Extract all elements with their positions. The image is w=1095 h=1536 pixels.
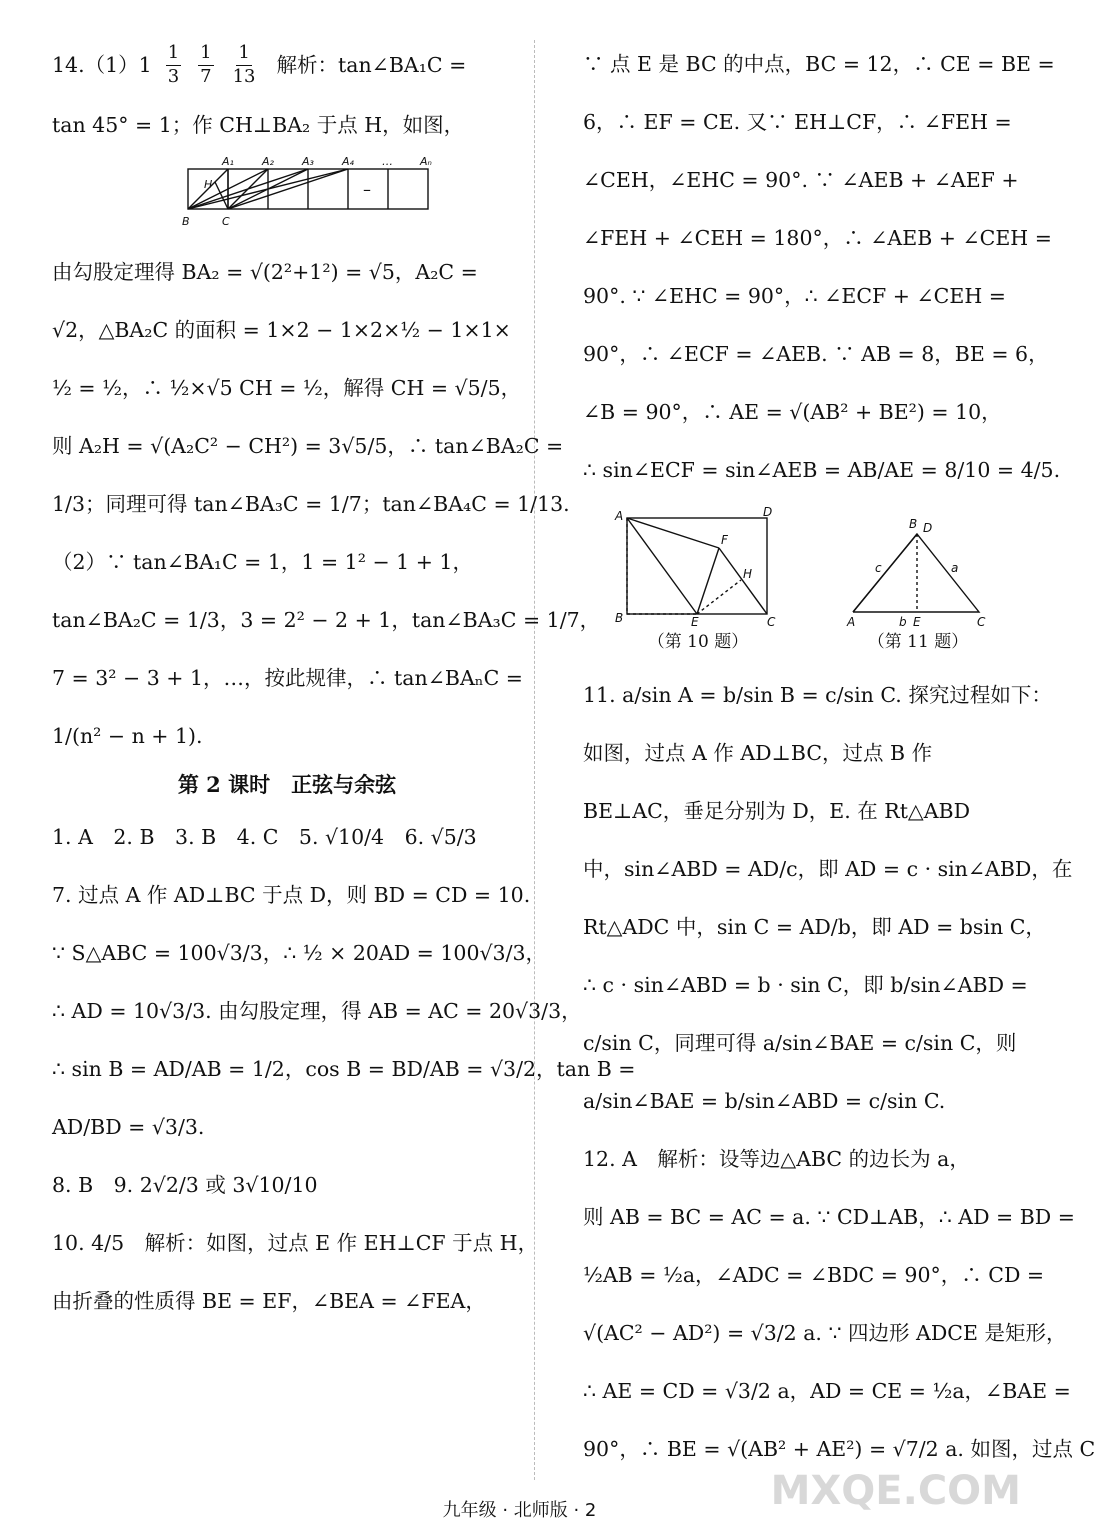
answers-8-9: 8. B 9. 2√2/3 或 3√10/10: [52, 1173, 318, 1198]
figure-10: [613, 505, 783, 652]
q10c-line-8: ∴ sin∠ECF = sin∠AEB = AB/AE = 8/10 = 4/5.: [583, 457, 1061, 482]
svg-text:B: B: [615, 611, 624, 625]
q12-line-6: 90°，∴ BE = √(AB² + AE²) = √7/2 a. 如图，过点 C: [583, 1436, 1095, 1461]
q10c-line-7: ∠B = 90°，∴ AE = √(AB² + BE²) = 10，: [583, 399, 1002, 424]
svg-text:B: B: [182, 214, 190, 228]
q10c-line-5: 90°. ∵ ∠EHC = 90°，∴ ∠ECF + ∠CEH =: [583, 283, 1006, 308]
q10c-line-3: ∠CEH，∠EHC = 90°. ∵ ∠AEB + ∠AEF +: [583, 167, 1019, 192]
svg-text:A: A: [847, 615, 856, 629]
q11-line-7: c/sin C，同理可得 a/sin∠BAE = c/sin C，则: [583, 1030, 1017, 1055]
svg-text:a: a: [951, 561, 959, 575]
q14-line-5: ½ = ½，∴ ½×√5 CH = ½，解得 CH = √5/5，: [52, 376, 522, 401]
q7-line-5: AD/BD = √3/3.: [52, 1115, 205, 1140]
grid-figure: [182, 155, 442, 229]
q7-line-4: ∴ sin B = AD/AB = 1/2，cos B = BD/AB = √3/2，tan B =: [52, 1057, 636, 1082]
svg-text:C: C: [977, 615, 986, 629]
q11-line-8: a/sin∠BAE = b/sin∠ABD = c/sin C.: [583, 1088, 946, 1113]
q10c-line-6: 90°，∴ ∠ECF = ∠AEB. ∵ AB = 8，BE = 6，: [583, 341, 1049, 366]
svg-text:c: c: [875, 561, 882, 575]
figures-row: [583, 505, 1023, 652]
q10-line-1: 10. 4/5 解析：如图，过点 E 作 EH⊥CF 于点 H，: [52, 1231, 539, 1256]
figure-10-caption: （第 10 题）: [647, 632, 749, 652]
q10c-line-2: 6，∴ EF = CE. 又∵ EH⊥CF，∴ ∠FEH =: [583, 109, 1012, 134]
page-footer: 九年级 · 北师版 · 2: [442, 1500, 597, 1521]
svg-text:B: B: [909, 517, 918, 531]
svg-text:C: C: [767, 615, 776, 629]
figure-11-caption: （第 11 题）: [867, 632, 969, 652]
q14-line-9: tan∠BA₂C = 1/3，3 = 2² − 2 + 1，tan∠BA₃C = 1/7，: [52, 608, 601, 633]
svg-text:F: F: [721, 533, 728, 547]
fraction: 1 3: [167, 42, 180, 87]
svg-text:E: E: [913, 615, 921, 629]
svg-text:E: E: [691, 615, 699, 629]
svg-text:A₄: A₄: [342, 154, 354, 168]
answers-1-6: 1. A 2. B 3. B 4. C 5. √10/4 6. √5/3: [52, 825, 477, 850]
svg-text:A₁: A₁: [222, 154, 234, 168]
q12-line-3: ½AB = ½a，∠ADC = ∠BDC = 90°，∴ CD =: [583, 1262, 1045, 1287]
watermark: MXQE.COM: [770, 1468, 1021, 1514]
fraction: 1 7: [200, 42, 212, 87]
svg-text:b: b: [899, 615, 907, 629]
q14-figure: [182, 155, 522, 233]
q14-line-2: tan 45° = 1；作 CH⊥BA₂ 于点 H，如图，: [52, 112, 465, 137]
q11-line-4: 中，sin∠ABD = AD/c，即 AD = c · sin∠ABD，在: [583, 856, 1073, 881]
q10c-line-1: ∵ 点 E 是 BC 的中点，BC = 12，∴ CE = BE =: [583, 51, 1055, 76]
figure-11: [843, 508, 993, 651]
svg-text:Aₙ: Aₙ: [420, 154, 432, 168]
svg-text:A₃: A₃: [302, 154, 314, 168]
section-title: 第 2 课时 正弦与余弦: [177, 772, 397, 798]
svg-text:D: D: [763, 505, 773, 519]
svg-text:H: H: [743, 567, 753, 581]
q12-line-2: 则 AB = BC = AC = a. ∵ CD⊥AB，∴ AD = BD =: [583, 1204, 1075, 1229]
q14-line-11: 1/(n² − n + 1).: [52, 724, 203, 749]
q11-line-1: 11. a/sin A = b/sin B = c/sin C. 探究过程如下：: [583, 682, 1052, 707]
figure-10-diagram: [613, 505, 783, 629]
q7-line-1: 7. 过点 A 作 AD⊥BC 于点 D，则 BD = CD = 10.: [52, 883, 531, 908]
q11-line-5: Rt△ADC 中，sin C = AD/b，即 AD = bsin C，: [583, 914, 1046, 939]
figure-11-diagram: [843, 508, 993, 628]
q14-line-1: 14.（1）1 1 3 1 7 1 13 解析：tan∠BA₁C =: [52, 42, 467, 87]
q11-line-6: ∴ c · sin∠ABD = b · sin C，即 b/sin∠ABD =: [583, 972, 1028, 997]
q14-line-8: （2）∵ tan∠BA₁C = 1，1 = 1² − 1 + 1，: [52, 550, 473, 575]
svg-text:A: A: [615, 509, 624, 523]
q14-line-10: 7 = 3² − 3 + 1，…，按此规律，∴ tan∠BAₙC =: [52, 666, 523, 691]
q7-line-2: ∵ S△ABC = 100√3/3，∴ ½ × 20AD = 100√3/3，: [52, 941, 547, 966]
svg-text:–: –: [363, 179, 371, 199]
right-column: [583, 44, 1095, 1487]
fraction: 1 13: [232, 42, 256, 87]
q11-line-2: 如图，过点 A 作 AD⊥BC，过点 B 作: [583, 740, 933, 765]
q11-line-3: BE⊥AC，垂足分别为 D，E. 在 Rt△ABD: [583, 798, 971, 823]
q14-line-3: 由勾股定理得 BA₂ = √(2²+1²) = √5，A₂C =: [52, 260, 478, 285]
q14-line-6: 则 A₂H = √(A₂C² − CH²) = 3√5/5，∴ tan∠BA₂C =: [52, 434, 564, 459]
q10c-line-4: ∠FEH + ∠CEH = 180°，∴ ∠AEB + ∠CEH =: [583, 225, 1052, 250]
q12-line-1: 12. A 解析：设等边△ABC 的边长为 a，: [583, 1146, 970, 1171]
q7-line-3: ∴ AD = 10√3/3. 由勾股定理，得 AB = AC = 20√3/3，: [52, 999, 582, 1024]
svg-text:C: C: [222, 214, 230, 228]
svg-text:D: D: [923, 521, 933, 535]
left-column: [52, 42, 636, 1339]
q14-line-7: 1/3；同理可得 tan∠BA₃C = 1/7；tan∠BA₄C = 1/13.: [52, 492, 570, 517]
q12-line-5: ∴ AE = CD = √3/2 a，AD = CE = ½a，∠BAE =: [583, 1378, 1071, 1403]
svg-text:A₂: A₂: [262, 154, 274, 168]
q12-line-4: √(AC² − AD²) = √3/2 a. ∵ 四边形 ADCE 是矩形，: [583, 1320, 1067, 1345]
q14-line-4: √2，△BA₂C 的面积 = 1×2 − 1×2×½ − 1×1×: [52, 318, 511, 343]
q10-line-2: 由折叠的性质得 BE = EF，∠BEA = ∠FEA，: [52, 1289, 486, 1314]
svg-text:H: H: [204, 177, 213, 191]
svg-text:…: …: [382, 154, 393, 168]
column-divider: [534, 40, 535, 1480]
